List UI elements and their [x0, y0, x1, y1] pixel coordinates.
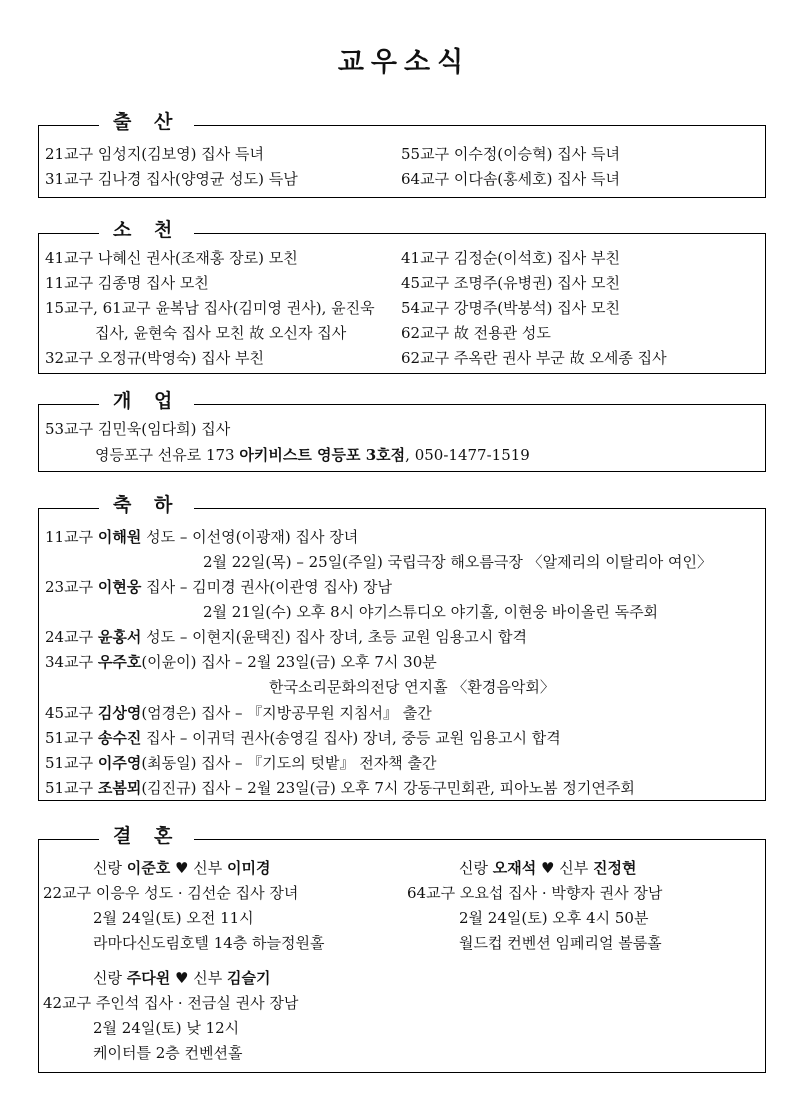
parish: 34교구	[45, 653, 98, 671]
list-item	[45, 728, 561, 748]
person-name: 이해원	[97, 528, 142, 546]
couple-names	[93, 968, 270, 988]
person-name: 이주영	[97, 754, 142, 772]
list-item-detail: 한국소리문화의전당 연지홀 〈환경음악회〉	[269, 678, 555, 696]
bride-label: 신부	[559, 859, 593, 877]
page-title: 교우소식	[337, 47, 471, 78]
list-item	[45, 527, 358, 547]
business-phone: , 050-1477-1519	[405, 446, 530, 464]
bride-name: 이미경	[226, 859, 271, 877]
item-detail: 성도 – 이현지(윤택진) 집사 장녀, 초등 교원 임용고시 합격	[141, 628, 527, 646]
address-street: 영등포구 선유로 173	[95, 446, 240, 464]
list-item: 31교구 김나경 집사(양영균 성도) 득남	[45, 170, 298, 188]
groom-label: 신랑	[93, 859, 127, 877]
congrats-heading: 축 하	[99, 492, 194, 518]
parish: 24교구	[45, 628, 98, 646]
business-address	[95, 445, 530, 465]
wedding-heading: 결 혼	[99, 823, 194, 849]
parish: 51교구	[45, 729, 98, 747]
funeral-section	[38, 219, 766, 374]
funeral-heading: 소 천	[99, 217, 194, 243]
person-name: 조봄뫼	[97, 779, 142, 797]
list-item: 62교구 주옥란 권사 부군 故 오세종 집사	[401, 349, 667, 367]
item-detail: (최동일) 집사 – 『기도의 텃밭』 전자책 출간	[141, 754, 437, 772]
list-item	[45, 753, 437, 773]
bride-label: 신부	[193, 859, 227, 877]
couple-names	[93, 858, 270, 878]
opening-section	[38, 390, 766, 472]
item-detail: 집사 – 이귀덕 권사(송영길 집사) 장녀, 중등 교원 임용고시 합격	[141, 729, 561, 747]
list-item	[45, 577, 392, 597]
parish: 11교구	[45, 528, 98, 546]
birth-section	[38, 111, 766, 198]
item-detail: (김진규) 집사 – 2월 23일(금) 오후 7시 강동구민회관, 피아노봄 정기연주회	[141, 779, 635, 797]
list-item-detail: 2월 22일(목) – 25일(주일) 국립극장 해오름극장 〈알제리의 이탈리아 여인〉	[203, 553, 713, 571]
wedding-venue: 라마다신도림호텔 14층 하늘정원홀	[93, 934, 325, 952]
groom-label: 신랑	[459, 859, 493, 877]
person-name: 윤홍서	[97, 628, 142, 646]
list-item: 53교구 김민욱(임다희) 집사	[45, 420, 231, 438]
bride-name: 김슬기	[226, 969, 271, 987]
groom-label: 신랑	[93, 969, 127, 987]
heart-icon: ♥	[536, 859, 560, 877]
parish: 51교구	[45, 779, 98, 797]
list-item: 15교구, 61교구 윤복남 집사(김미영 권사), 윤진욱	[45, 299, 375, 317]
groom-name: 오재석	[492, 859, 537, 877]
couple-parents: 22교구 이응우 성도 · 김선순 집사 장녀	[43, 884, 299, 902]
person-name: 김상영	[97, 704, 142, 722]
list-item: 64교구 이다솜(홍세호) 집사 득녀	[401, 170, 620, 188]
wedding-date: 2월 24일(토) 낮 12시	[93, 1019, 240, 1037]
congrats-section	[38, 494, 766, 801]
groom-name: 이준호	[126, 859, 171, 877]
list-item	[45, 652, 437, 672]
wedding-venue: 월드컵 컨벤션 임페리얼 볼룸홀	[459, 934, 662, 952]
list-item	[45, 703, 432, 723]
couple-parents: 42교구 주인석 집사 · 전금실 권사 장남	[43, 994, 299, 1012]
list-item-detail: 2월 21일(수) 오후 8시 야기스튜디오 야기홀, 이현웅 바이올린 독주회	[203, 603, 659, 621]
couple-names	[459, 858, 636, 878]
wedding-date: 2월 24일(토) 오전 11시	[93, 909, 254, 927]
parish: 23교구	[45, 578, 98, 596]
list-item: 45교구 조명주(유병권) 집사 모친	[401, 274, 620, 292]
wedding-venue: 케이터틀 2층 컨벤션홀	[93, 1044, 243, 1062]
list-item: 41교구 나혜신 권사(조재홍 장로) 모친	[45, 249, 298, 267]
opening-heading: 개 업	[99, 388, 194, 414]
list-item	[45, 627, 527, 647]
groom-name: 주다윈	[126, 969, 171, 987]
list-item: 집사, 윤현숙 집사 모친 故 오신자 집사	[95, 324, 347, 342]
parish: 45교구	[45, 704, 98, 722]
couple-parents: 64교구 오요섭 집사 · 박향자 권사 장남	[407, 884, 663, 902]
list-item: 54교구 강명주(박봉석) 집사 모친	[401, 299, 620, 317]
list-item: 41교구 김정순(이석호) 집사 부친	[401, 249, 620, 267]
business-name: 아키비스트 영등포 3호점	[239, 446, 406, 464]
item-detail: (이윤이) 집사 – 2월 23일(금) 오후 7시 30분	[141, 653, 437, 671]
item-detail: 집사 – 김미경 권사(이관영 집사) 장남	[141, 578, 393, 596]
wedding-date: 2월 24일(토) 오후 4시 50분	[459, 909, 649, 927]
heart-icon: ♥	[170, 969, 194, 987]
list-item: 62교구 故 전용관 성도	[401, 324, 551, 342]
person-name: 이현웅	[97, 578, 142, 596]
list-item: 11교구 김종명 집사 모친	[45, 274, 209, 292]
item-detail: 성도 – 이선영(이광재) 집사 장녀	[141, 528, 359, 546]
person-name: 우주호	[97, 653, 142, 671]
bride-label: 신부	[193, 969, 227, 987]
list-item: 21교구 임성지(김보영) 집사 득녀	[45, 145, 264, 163]
person-name: 송수진	[97, 729, 142, 747]
birth-heading: 출 산	[99, 109, 194, 135]
list-item: 32교구 오정규(박영숙) 집사 부친	[45, 349, 264, 367]
list-item: 55교구 이수정(이승혁) 집사 득녀	[401, 145, 620, 163]
parish: 51교구	[45, 754, 98, 772]
wedding-section	[38, 825, 766, 1073]
heart-icon: ♥	[170, 859, 194, 877]
list-item	[45, 778, 635, 798]
bride-name: 진정현	[592, 859, 637, 877]
item-detail: (엄경은) 집사 – 『지방공무원 지침서』 출간	[141, 704, 432, 722]
